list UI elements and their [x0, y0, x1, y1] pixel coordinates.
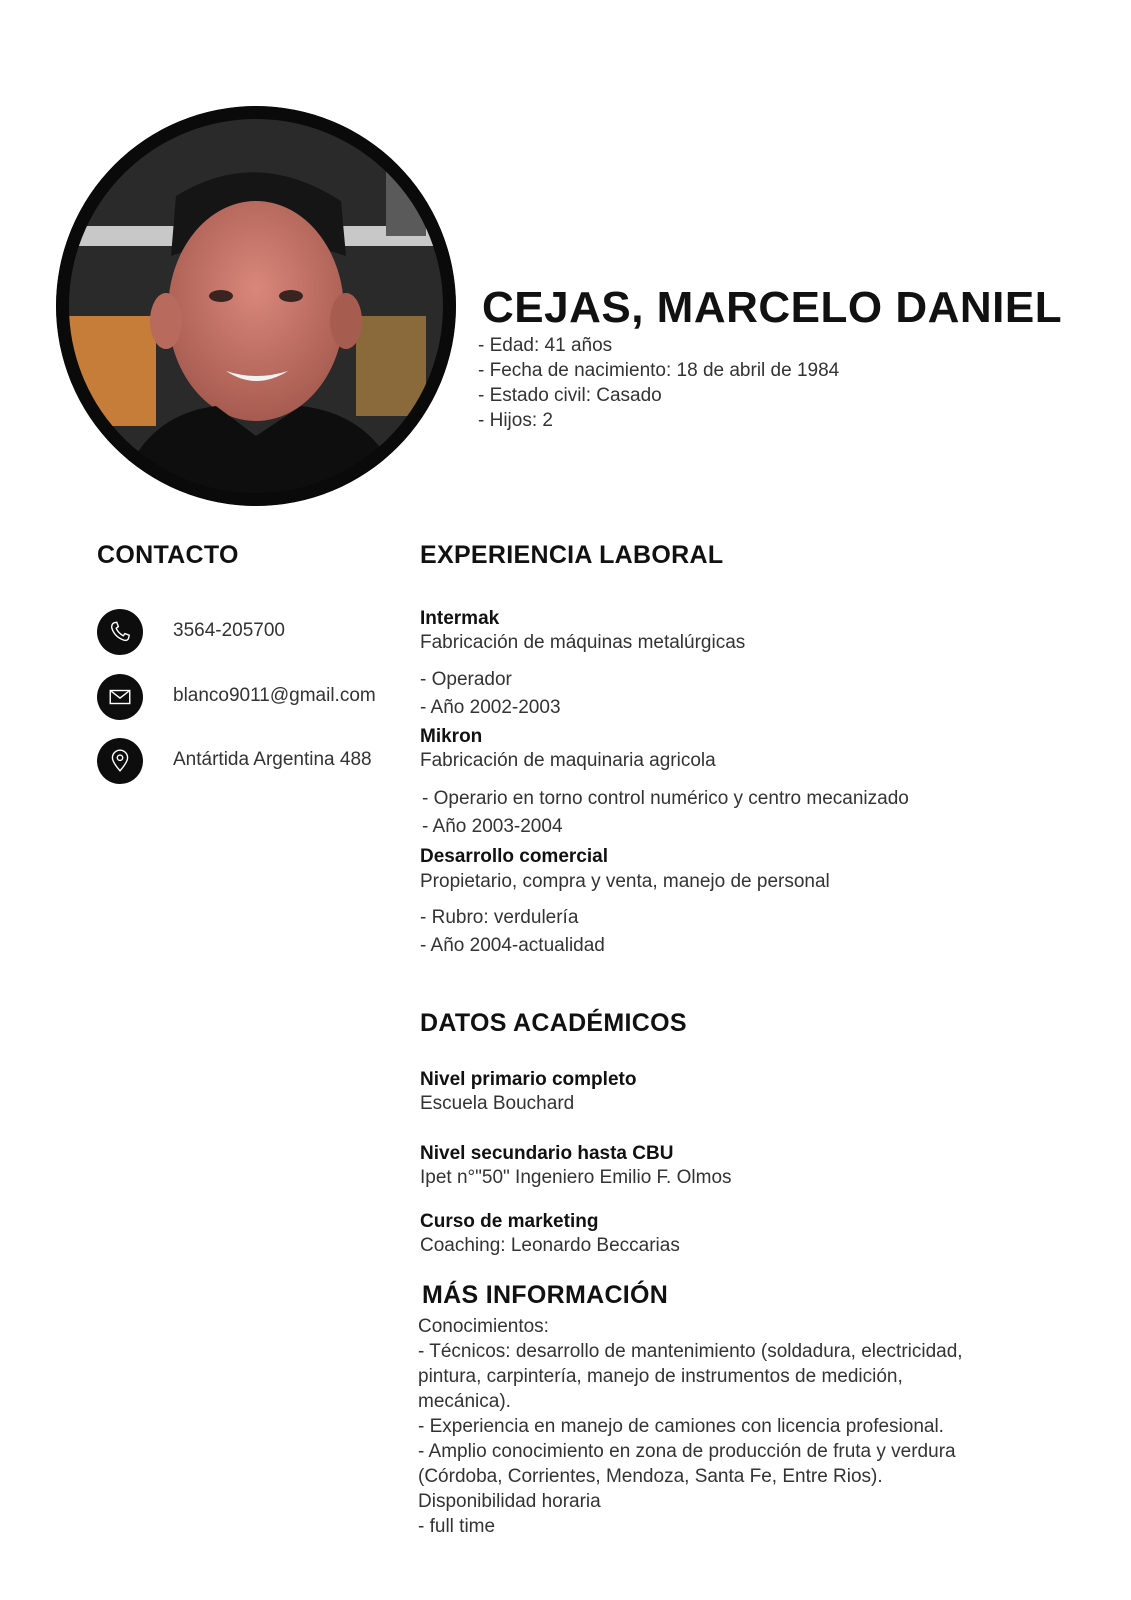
experience-heading: EXPERIENCIA LABORAL	[420, 541, 724, 569]
address: Antártida Argentina 488	[173, 749, 372, 770]
info-line: - Experiencia en manejo de camiones con licencia profesional.	[418, 1416, 944, 1437]
email-address[interactable]: blanco9011@gmail.com	[173, 685, 376, 706]
contact-heading: CONTACTO	[97, 541, 239, 569]
info-line: Disponibilidad horaria	[418, 1491, 601, 1512]
education-institution: Ipet n°"50" Ingeniero Emilio F. Olmos	[420, 1167, 732, 1188]
birthdate-line: - Fecha de nacimiento: 18 de abril de 1984	[478, 360, 840, 381]
education-heading: DATOS ACADÉMICOS	[420, 1009, 687, 1037]
job-company: Intermak	[420, 608, 500, 629]
info-line: - Amplio conocimiento en zona de producción de fruta y verdura	[418, 1441, 956, 1462]
job-description: Fabricación de máquinas metalúrgicas	[420, 632, 746, 653]
marital-status-line: - Estado civil: Casado	[478, 385, 662, 406]
education-level: Nivel secundario hasta CBU	[420, 1143, 674, 1164]
info-line: pintura, carpintería, manejo de instrumentos de medición,	[418, 1366, 903, 1387]
job-company: Desarrollo comercial	[420, 846, 608, 867]
job-detail: - Año 2002-2003	[420, 697, 561, 718]
full-name: CEJAS, MARCELO DANIEL	[482, 283, 1063, 332]
education-level: Nivel primario completo	[420, 1069, 637, 1090]
job-detail: - Año 2004-actualidad	[420, 935, 605, 956]
more-info-heading: MÁS INFORMACIÓN	[422, 1281, 669, 1309]
job-description: Propietario, compra y venta, manejo de personal	[420, 871, 830, 892]
age-line: - Edad: 41 años	[478, 335, 613, 356]
job-detail: - Operador	[420, 669, 512, 690]
education-institution: Escuela Bouchard	[420, 1093, 575, 1114]
phone-number[interactable]: 3564-205700	[173, 620, 285, 641]
info-line: (Córdoba, Corrientes, Mendoza, Santa Fe, Entre Rios).	[418, 1466, 883, 1487]
info-line: - Técnicos: desarrollo de mantenimiento (soldadura, electricidad,	[418, 1341, 963, 1362]
children-line: - Hijos: 2	[478, 410, 553, 431]
job-detail: - Año 2003-2004	[422, 816, 563, 837]
job-detail: - Rubro: verdulería	[420, 907, 579, 928]
education-level: Curso de marketing	[420, 1211, 599, 1232]
phone-icon	[97, 609, 143, 655]
info-line: - full time	[418, 1516, 496, 1537]
education-institution: Coaching: Leonardo Beccarias	[420, 1235, 680, 1256]
job-company: Mikron	[420, 726, 483, 747]
job-description: Fabricación de maquinaria agricola	[420, 750, 716, 771]
info-line: Conocimientos:	[418, 1316, 549, 1337]
profile-photo	[56, 106, 456, 506]
info-line: mecánica).	[418, 1391, 511, 1412]
job-detail: - Operario en torno control numérico y centro mecanizado	[422, 788, 909, 809]
email-icon	[97, 674, 143, 720]
location-pin-icon	[97, 738, 143, 784]
